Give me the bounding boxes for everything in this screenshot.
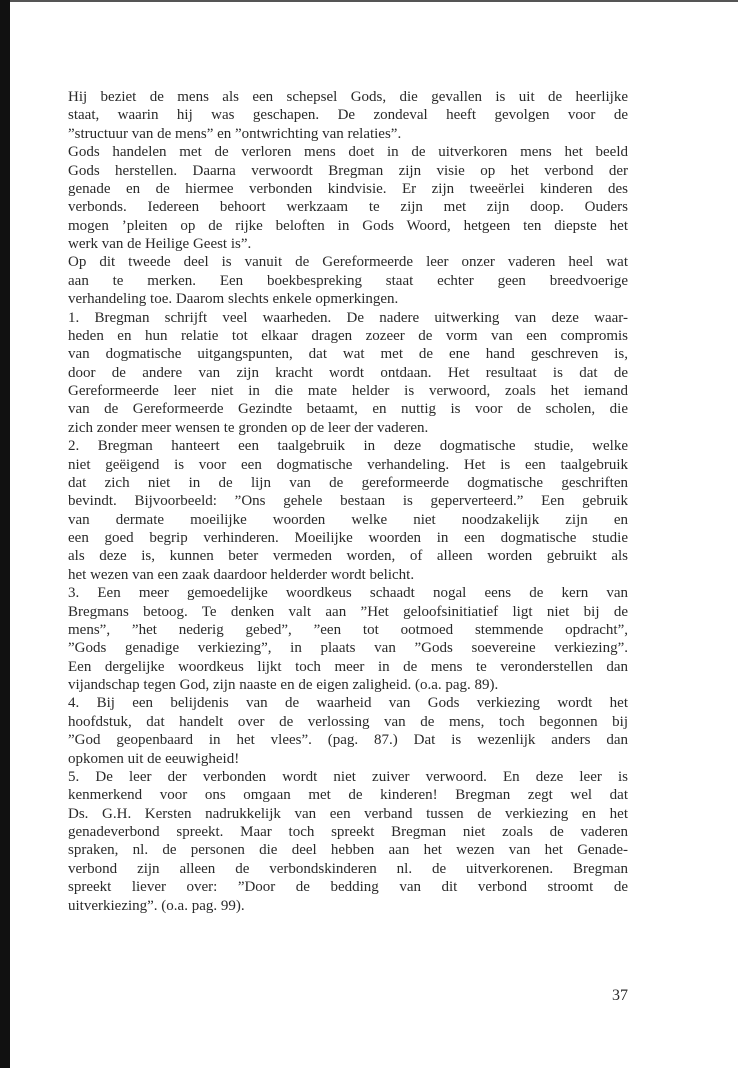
text-line: Hij beziet de mens als een schepsel Gods, die gevallen is uit de heerlijke <box>68 89 628 105</box>
text-line: hoofdstuk, dat handelt over de verlossing van de mens, toch begonnen bij <box>68 713 628 730</box>
text-line: het wezen van een zaak daardoor helderder wordt belicht. <box>68 566 415 583</box>
text-line: ”Gods genadige verkiezing”, in plaats van ”Gods soevereine verkiezing”. <box>68 640 628 657</box>
text-line: van dermate moeilijke woorden welke niet noodzakelijk zijn en <box>68 511 628 528</box>
text-line: verbonds. Iedereen behoort werkzaam te zijn met zijn doop. Ouders <box>68 199 628 216</box>
text-line: door de andere van zijn kracht wordt ontdaan. Het resultaat is dat de <box>68 364 628 381</box>
page-number: 37 <box>612 987 628 1004</box>
text-line: heden en hun relatie tot elkaar dragen zozeer de vorm van een compromis <box>68 327 628 344</box>
text-line: mens”, ”het nederig gebed”, ”een tot ootmoed stemmende opdracht”, <box>68 621 628 638</box>
text-line: aan te merken. Een boekbespreking staat echter geen breedvoerige <box>68 272 628 289</box>
text-line: 1. Bregman schrijft veel waarheden. De nadere uitwerking van deze waar- <box>68 309 628 326</box>
text-line: ”God geopenbaard in het vlees”. (pag. 87.) Dat is wezenlijk anders dan <box>68 732 628 749</box>
text-line: 4. Bij een belijdenis van de waarheid van Gods verkiezing wordt het <box>68 695 628 712</box>
text-line: spreekt liever over: ”Door de bedding van dit verbond stroomt de <box>68 879 628 896</box>
body-text <box>68 88 628 915</box>
scan-top-edge <box>10 0 738 2</box>
text-line: niet geëigend is voor een dogmatische verhandeling. Het is een taalgebruik <box>68 456 628 473</box>
text-line: staat, waarin hij was geschapen. De zondeval heeft gevolgen voor de <box>68 107 628 124</box>
text-line: van dogmatische uitgangspunten, dat wat met de ene hand geschreven is, <box>68 346 628 363</box>
text-line: Gods handelen met de verloren mens doet in de uitverkoren mens het beeld <box>68 144 628 161</box>
text-line: genade en de hiermee verbonden kindvisie. Er zijn tweeërlei kinderen des <box>68 180 628 197</box>
text-line: bevindt. Bijvoorbeeld: ”Ons gehele bestaan is geperverteerd.” Een gebruik <box>68 493 628 510</box>
text-line: Gereformeerde leer niet in die mate helder is verwoord, zoals het iemand <box>68 383 628 399</box>
text-line: van de Gereformeerde Gezindte betaamt, en nuttig is voor de scholen, die <box>68 401 628 418</box>
text-line: dat zich niet in de lijn van de gereformeerde dogmatische geschriften <box>68 474 628 491</box>
text-line: spraken, nl. de personen die deel hebben aan het wezen van het Genade- <box>68 842 628 859</box>
text-line: zich zonder meer wensen te gronden op de leer der vaderen. <box>68 419 429 436</box>
text-line: ”structuur van de mens” en ”ontwrichting van relaties”. <box>68 125 402 142</box>
text-line: werk van de Heilige Geest is”. <box>68 236 252 252</box>
text-line: 2. Bregman hanteert een taalgebruik in deze dogmatische studie, welke <box>68 438 628 455</box>
text-line: Bregmans betoog. Te denken valt aan ”Het geloofsinitiatief ligt niet bij de <box>68 603 628 620</box>
text-line: een goed begrip verhinderen. Moeilijke woorden in een dogmatische studie <box>68 530 628 546</box>
text-line: Gods herstellen. Daarna verwoordt Bregman zijn visie op het verbond der <box>68 162 628 179</box>
text-line: 5. De leer der verbonden wordt niet zuiver verwoord. En deze leer is <box>68 768 628 785</box>
text-line: als deze is, kunnen beter vermeden worden, of alleen worden gebruikt als <box>68 548 628 565</box>
text-line: kenmerkend voor ons omgaan met de kinderen! Bregman zegt wel dat <box>68 787 628 804</box>
text-line: genadeverbond spreekt. Maar toch spreekt Bregman niet zoals de vaderen <box>68 824 628 840</box>
text-line: verbond zijn alleen de verbondskinderen nl. de uitverkorenen. Bregman <box>68 860 628 877</box>
scan-left-edge <box>0 0 10 1068</box>
text-line: mogen ’pleiten op de rijke beloften in Gods Woord, hetgeen ten diepste het <box>68 217 628 234</box>
text-line: uitverkiezing”. (o.a. pag. 99). <box>68 897 245 914</box>
text-line: Op dit tweede deel is vanuit de Gereformeerde leer onzer vaderen heel wat <box>68 254 628 271</box>
text-line: opkomen uit de eeuwigheid! <box>68 750 240 767</box>
text-line: 3. Een meer gemoedelijke woordkeus schaadt nogal eens de kern van <box>68 585 628 602</box>
text-line: Een dergelijke woordkeus lijkt toch meer in de mens te veronderstellen dan <box>68 658 628 675</box>
text-line: vijandschap tegen God, zijn naaste en de eigen zaligheid. (o.a. pag. 89). <box>68 677 499 693</box>
text-line: verhandeling toe. Daarom slechts enkele opmerkingen. <box>68 291 399 308</box>
text-line: Ds. G.H. Kersten nadrukkelijk van een verband tussen de verkiezing en het <box>68 805 628 822</box>
